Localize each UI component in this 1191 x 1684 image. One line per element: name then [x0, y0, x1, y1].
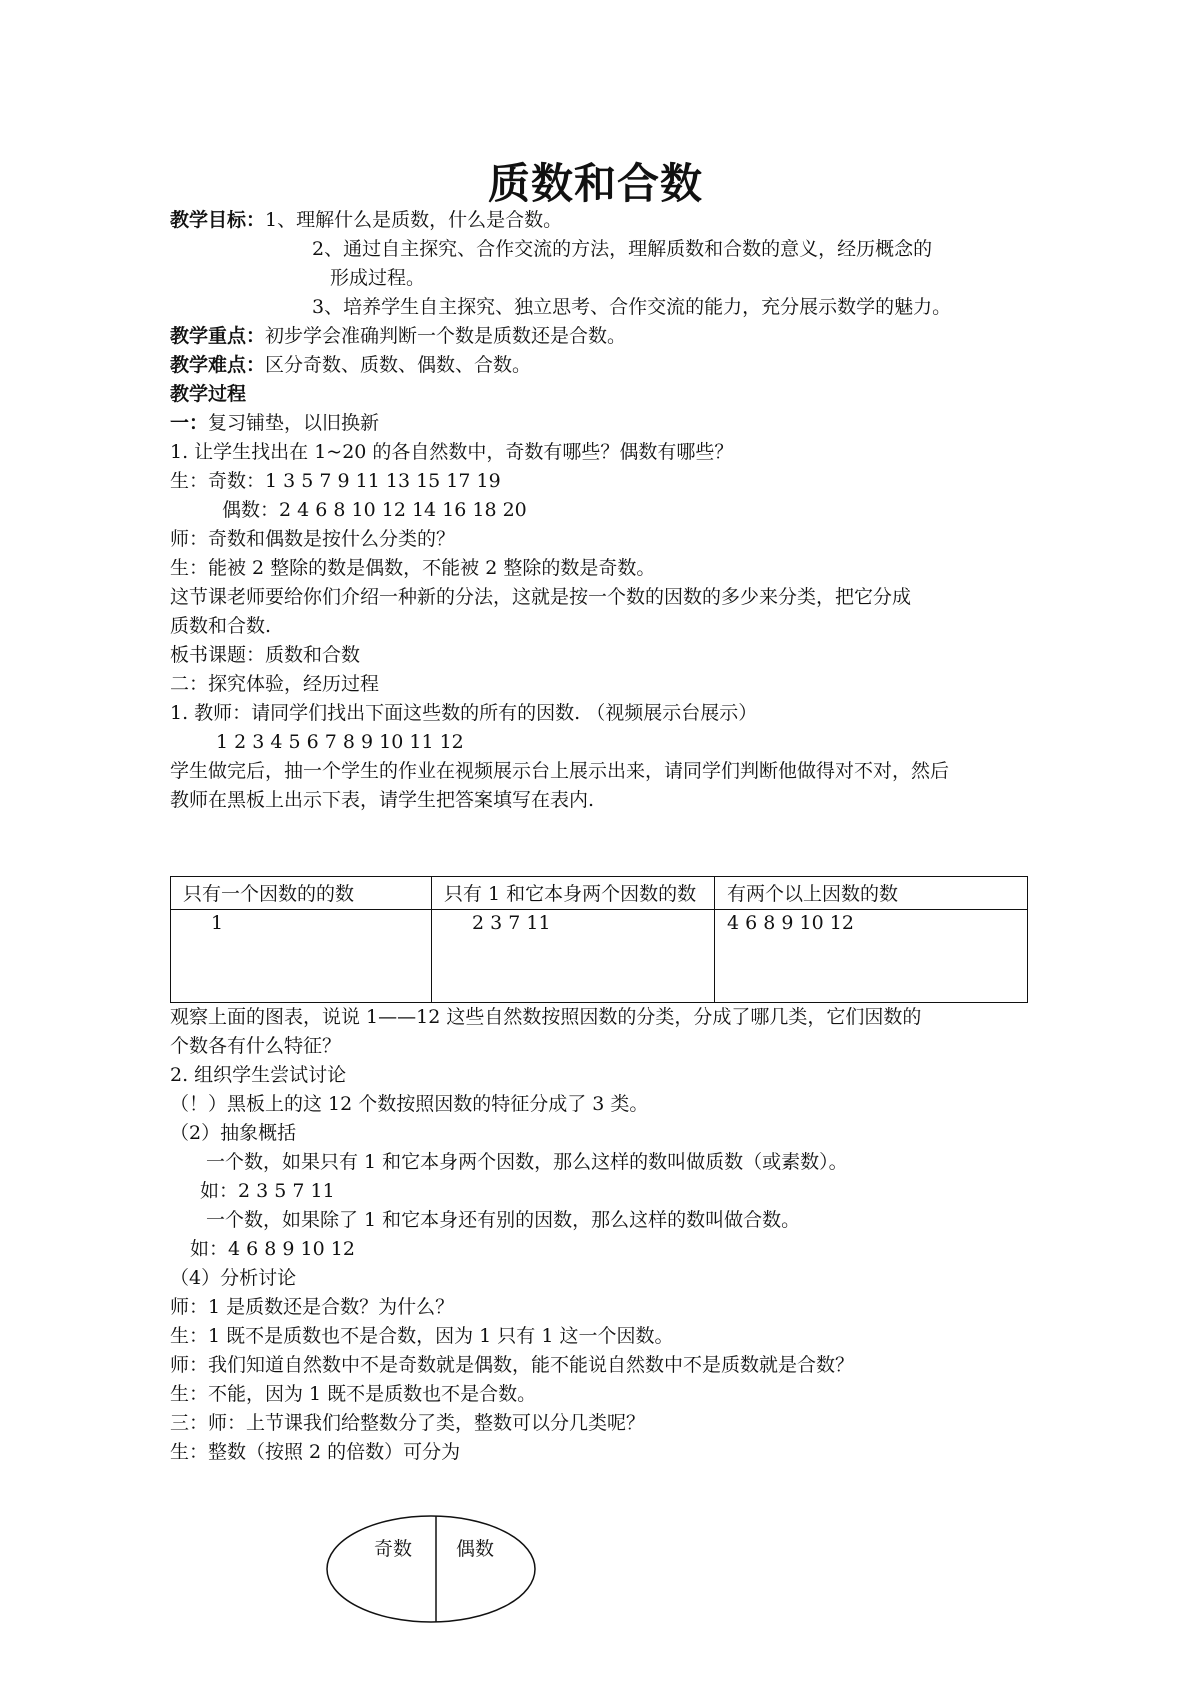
composite-example: 如：4 6 8 9 10 12 — [190, 1238, 355, 1260]
odd-numbers-label: 奇数 — [374, 1538, 413, 1560]
observe-line-b: 个数各有什么特征？ — [170, 1035, 342, 1057]
table-cell: 2 3 7 11 — [432, 910, 715, 1003]
after-line-b: 教师在黑板上出示下表，请学生把答案填写在表内. — [170, 789, 595, 811]
teacher-question-1: 师：奇数和偶数是按什么分类的？ — [170, 528, 456, 550]
difficulty-line — [170, 353, 531, 377]
question-1: 1. 让学生找出在 1~20 的各自然数中，奇数有哪些？偶数有哪些？ — [170, 441, 734, 463]
table-header-cell: 有两个以上因数的数 — [715, 877, 1028, 910]
objectives-label: 教学目标： — [170, 209, 266, 231]
table-header-cell: 只有 1 和它本身两个因数的数 — [432, 877, 715, 910]
student-answer-2: 生：1 既不是质数也不是合数，因为 1 只有 1 这一个因数。 — [170, 1325, 674, 1347]
objective-2a: 2、通过自主探究、合作交流的方法，理解质数和合数的意义，经历概念的 — [312, 238, 933, 260]
even-numbers-line: 偶数：2 4 6 8 10 12 14 16 18 20 — [222, 499, 527, 521]
prime-example: 如：2 3 5 7 11 — [200, 1180, 335, 1202]
student-answer-3: 生：不能，因为 1 既不是质数也不是合数。 — [170, 1383, 537, 1405]
oval-outline — [327, 1516, 535, 1622]
section-1-heading — [170, 411, 379, 435]
table-header-row — [171, 877, 1028, 910]
integer-classification-diagram — [324, 1513, 538, 1629]
section-1-number: 一： — [170, 412, 209, 434]
factor-table — [170, 876, 1028, 1003]
even-numbers-label: 偶数 — [456, 1538, 495, 1560]
odd-numbers-line: 生：奇数：1 3 5 7 9 11 13 15 17 19 — [170, 470, 501, 492]
student-answer-4: 生：整数（按照 2 的倍数）可分为 — [170, 1441, 461, 1463]
intro-line-b: 质数和合数. — [170, 615, 272, 637]
table-cell: 1 — [171, 910, 432, 1003]
task-2: 2. 组织学生尝试讨论 — [170, 1064, 347, 1086]
page-title: 质数和合数 — [487, 159, 703, 208]
sub-item-4: （4）分析讨论 — [170, 1267, 297, 1289]
task-1: 1. 教师：请同学们找出下面这些数的所有的因数. （视频展示台展示） — [170, 702, 758, 724]
objective-2b: 形成过程。 — [330, 267, 426, 289]
oval-diagram — [324, 1513, 538, 1625]
section-3-heading: 三：师：上节课我们给整数分了类，整数可以分几类呢？ — [170, 1412, 646, 1434]
teacher-question-2: 师：1 是质数还是合数？为什么？ — [170, 1296, 455, 1318]
observe-line-a: 观察上面的图表，说说 1——12 这些自然数按照因数的分类，分成了哪几类，它们因数的 — [170, 1006, 922, 1028]
numbers-1-12: 1 2 3 4 5 6 7 8 9 10 11 12 — [216, 731, 464, 753]
sub-item-1: （！）黑板上的这 12 个数按照因数的特征分成了 3 类。 — [170, 1093, 649, 1115]
table-header-cell: 只有一个因数的的数 — [171, 877, 432, 910]
key-point-text: 初步学会准确判断一个数是质数还是合数。 — [265, 325, 627, 347]
difficulty-label: 教学难点： — [170, 354, 266, 376]
objective-3: 3、培养学生自主探究、独立思考、合作交流的能力，充分展示数学的魅力。 — [312, 296, 952, 318]
difficulty-text: 区分奇数、质数、偶数、合数。 — [265, 354, 532, 376]
table-row — [171, 910, 1028, 1003]
teacher-question-3: 师：我们知道自然数中不是奇数就是偶数，能不能说自然数中不是质数就是合数？ — [170, 1354, 855, 1376]
key-point-label: 教学重点： — [170, 325, 266, 347]
sub-item-2: （2）抽象概括 — [170, 1122, 297, 1144]
section-1-text: 复习铺垫，以旧换新 — [208, 412, 380, 434]
prime-definition: 一个数，如果只有 1 和它本身两个因数，那么这样的数叫做质数（或素数）。 — [206, 1151, 848, 1173]
objective-line-1 — [170, 208, 562, 232]
process-heading: 教学过程 — [170, 383, 247, 405]
student-answer-1: 生：能被 2 整除的数是偶数，不能被 2 整除的数是奇数。 — [170, 557, 656, 579]
objective-1: 1、理解什么是质数，什么是合数。 — [265, 209, 563, 231]
intro-line-a: 这节课老师要给你们介绍一种新的分法，这就是按一个数的因数的多少来分类，把它分成 — [170, 586, 912, 608]
table-cell: 4 6 8 9 10 12 — [715, 910, 1028, 1003]
after-line-a: 学生做完后，抽一个学生的作业在视频展示台上展示出来，请同学们判断他做得对不对，然后 — [170, 760, 950, 782]
board-title: 板书课题：质数和合数 — [170, 644, 361, 666]
composite-definition: 一个数，如果除了 1 和它本身还有别的因数，那么这样的数叫做合数。 — [206, 1209, 801, 1231]
key-point-line — [170, 324, 626, 348]
section-2-heading: 二：探究体验，经历过程 — [170, 673, 380, 695]
